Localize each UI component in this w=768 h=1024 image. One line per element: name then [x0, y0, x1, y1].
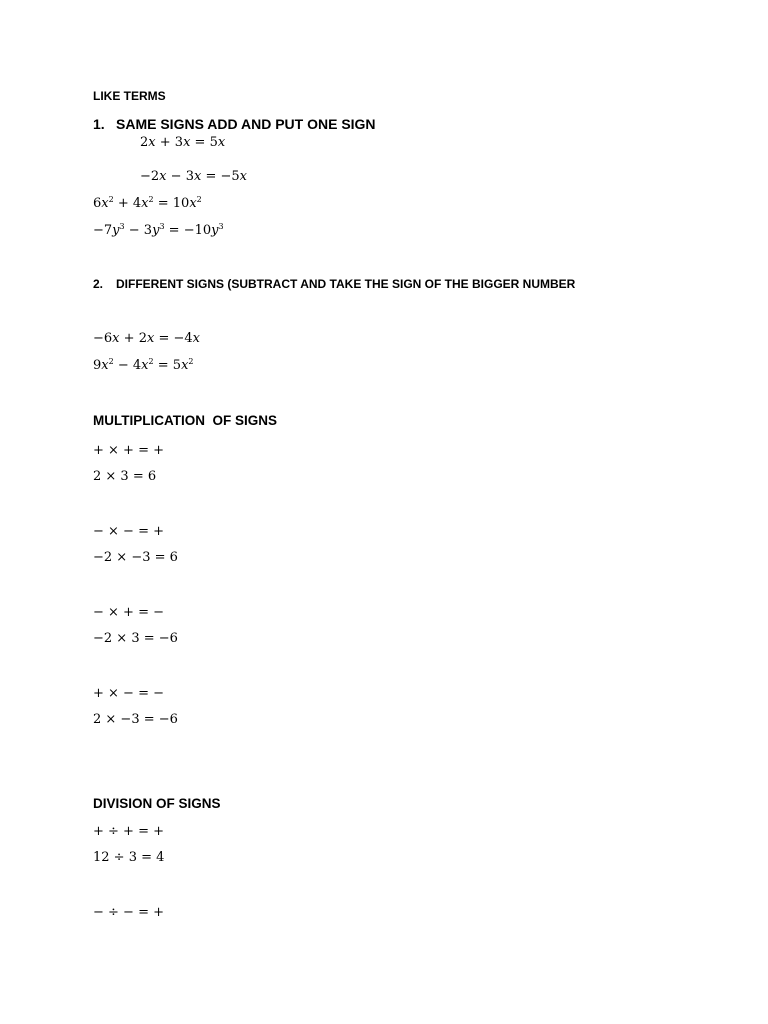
equation-same-signs-1: 2x + 3x = 5x	[140, 135, 226, 150]
multiplication-example-minus-plus: −2 × 3 = −6	[93, 631, 178, 646]
rule-1-number: 1.	[93, 116, 105, 132]
multiplication-example-plus-plus: 2 × 3 = 6	[93, 469, 157, 484]
multiplication-example-minus-minus: −2 × −3 = 6	[93, 550, 178, 565]
division-rule-plus-plus: + ÷ + = +	[93, 824, 164, 839]
equation-same-signs-4: $-7y^3 - 3y^3 = -10y^3$	[93, 222, 224, 238]
division-rule-minus-minus: − ÷ − = +	[93, 905, 164, 920]
division-example-plus-plus: 12 ÷ 3 = 4	[93, 850, 165, 865]
multiplication-example-plus-minus: 2 × −3 = −6	[93, 712, 178, 727]
multiplication-rule-plus-minus: + × − = −	[93, 686, 164, 701]
equation-different-signs-1: −6x + 2x = −4x	[93, 331, 200, 346]
equation-different-signs-2: $9x^2 - 4x^2 = 5x^2$	[93, 357, 194, 373]
multiplication-rule-minus-plus: − × + = −	[93, 605, 164, 620]
rule-2-number: 2.	[93, 277, 104, 291]
equation-same-signs-2: −2x − 3x = −5x	[140, 169, 247, 184]
equation-same-signs-3: $6x^2 + 4x^2 = 10x^2$	[93, 195, 202, 211]
multiplication-rule-plus-plus: + × + = +	[93, 443, 164, 458]
multiplication-title: MULTIPLICATION OF SIGNS	[93, 413, 277, 428]
rule-2-text: DIFFERENT SIGNS (SUBTRACT AND TAKE THE SIGN OF THE BIGGER NUMBER	[116, 277, 576, 291]
rule-1-heading	[93, 117, 376, 131]
multiplication-rule-minus-minus: − × − = +	[93, 524, 164, 539]
rule-2-heading	[93, 278, 575, 290]
rule-1-text: SAME SIGNS ADD AND PUT ONE SIGN	[116, 116, 376, 132]
like-terms-title: LIKE TERMS	[93, 89, 166, 103]
division-title: DIVISION OF SIGNS	[93, 796, 221, 811]
